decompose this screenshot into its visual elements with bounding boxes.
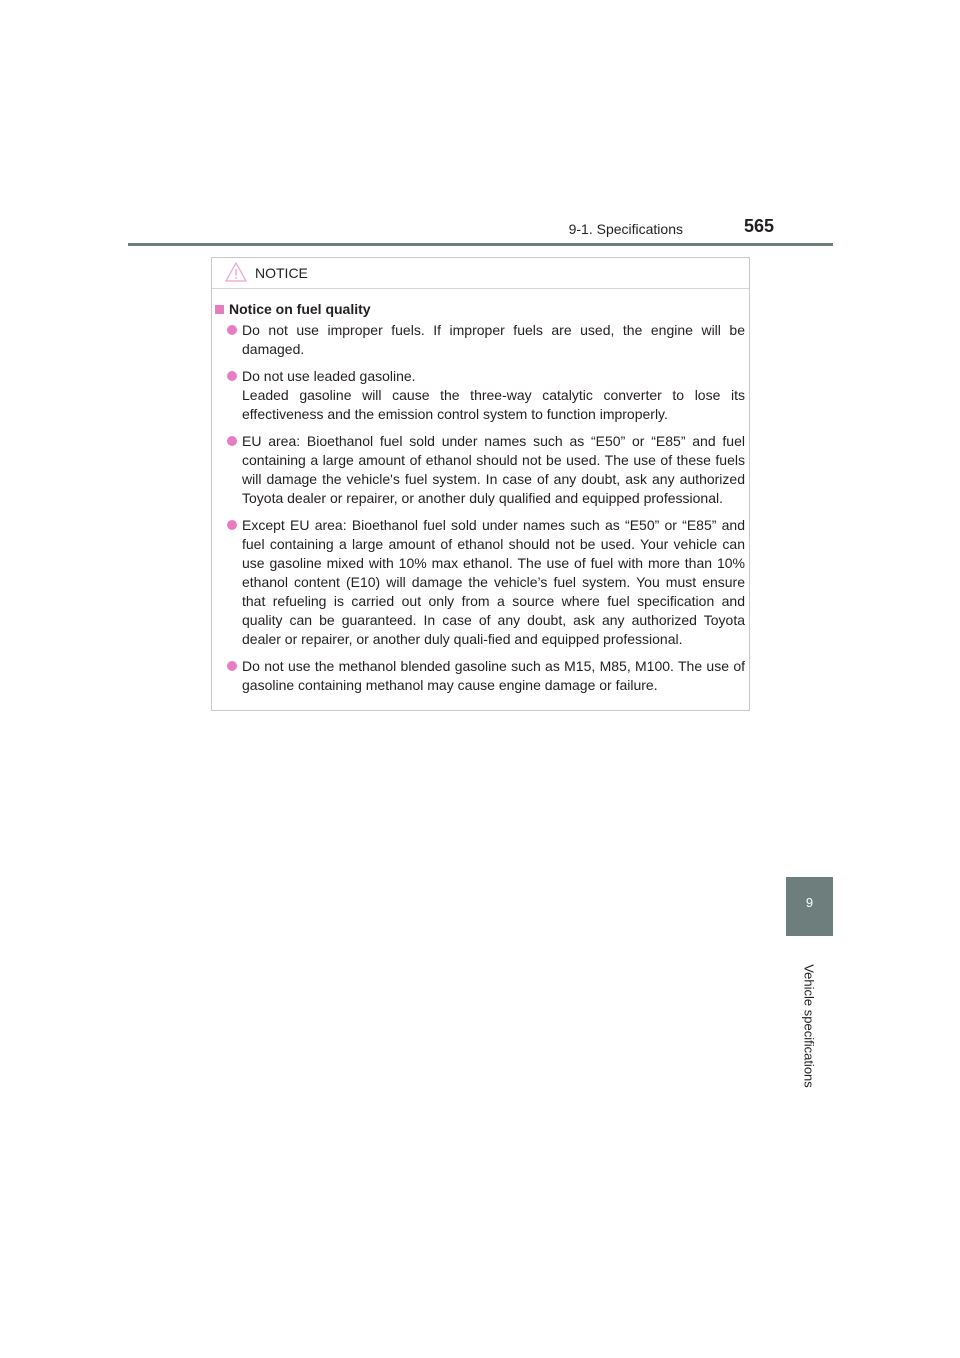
chapter-tab: [786, 877, 833, 936]
bullet-icon: [227, 520, 237, 530]
list-item: [227, 367, 745, 424]
notice-box: [211, 257, 750, 711]
item-text: Do not use improper fuels. If improper fuels are used, the engine will be damaged.: [242, 322, 745, 357]
page-number: 565: [743, 216, 774, 236]
list-item: [227, 321, 745, 359]
section-square-icon: [215, 305, 224, 314]
item-text: Leaded gasoline will cause the three-way catalytic converter to lose its effectiveness and the emission control system to function improperly.: [242, 387, 745, 422]
bullet-icon: [227, 436, 237, 446]
bullet-icon: [227, 371, 237, 381]
notice-label: NOTICE: [255, 265, 308, 281]
bullet-icon: [227, 325, 237, 335]
bullet-icon: [227, 661, 237, 671]
list-item: [227, 432, 745, 508]
section-title-text: Notice on fuel quality: [229, 301, 371, 317]
notice-section-title: [215, 301, 371, 317]
notice-list: [227, 321, 745, 703]
notice-header: [212, 258, 749, 289]
item-text: Do not use leaded gasoline.: [242, 368, 416, 384]
warning-triangle-icon: [225, 262, 247, 282]
item-text: Except EU area: Bioethanol fuel sold under names such as “E50” or “E85” and fuel containing a large amount of ethanol should not be used. Your vehicle can use gasoline mixed with 10% max ethanol. The use of fuel with more than 10% ethanol content (E10) will damage the vehicle’s fuel system. You must ensure that refueling is carried out only from a source where fuel specification and quality can be guaranteed. In case of any doubt, ask any authorized Toyota dealer or repairer, or another duly quali-fied and equipped professional.: [242, 517, 745, 647]
item-text: Do not use the methanol blended gasoline such as M15, M85, M100. The use of gasoline containing methanol may cause engine damage or failure.: [242, 658, 745, 693]
section-title-header: 9-1. Specifications: [568, 221, 683, 237]
list-item: [227, 516, 745, 649]
list-item: [227, 657, 745, 695]
chapter-number: 9: [805, 895, 814, 910]
item-text: EU area: Bioethanol fuel sold under names such as “E50” or “E85” and fuel containing a large amount of ethanol should not be used. The use of these fuels will damage the vehicle's fuel system. In case of any doubt, ask any authorized Toyota dealer or repairer, or another duly qualified and equipped professional.: [242, 433, 745, 506]
chapter-label: Vehicle specifications: [801, 964, 817, 1088]
header-rule: [128, 243, 833, 246]
